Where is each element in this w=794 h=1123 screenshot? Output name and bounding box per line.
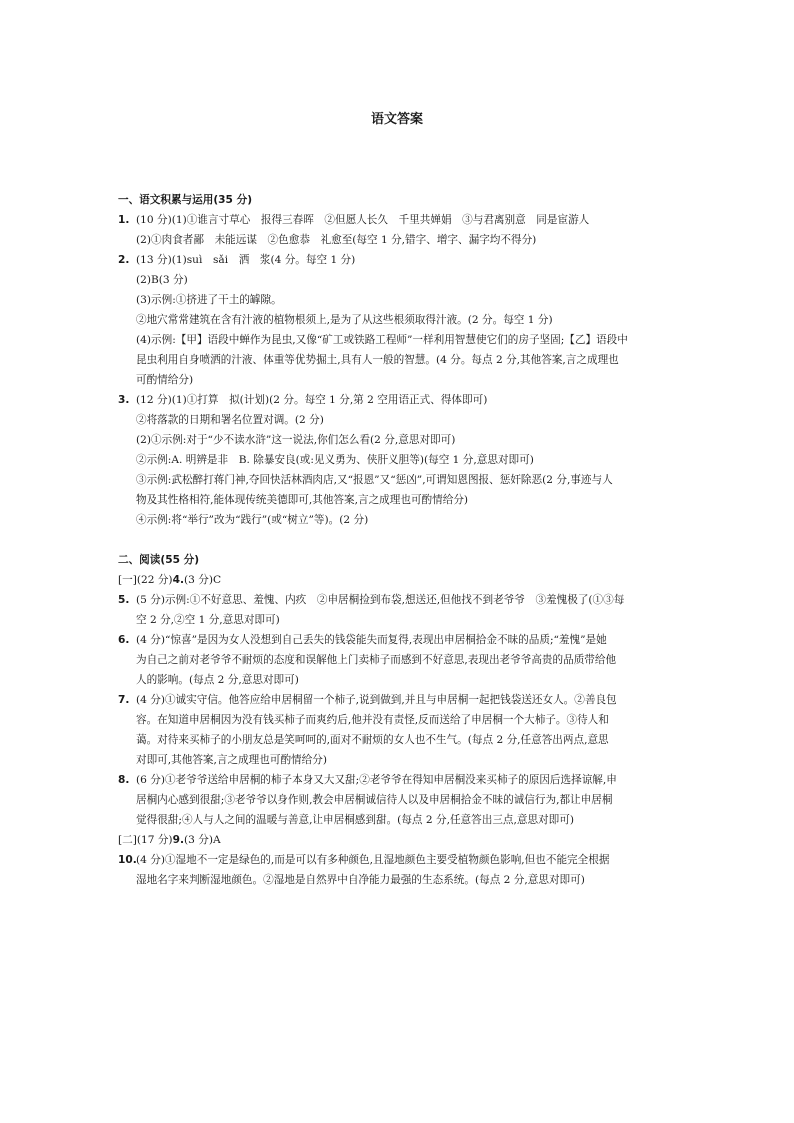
page-title: 语文答案 bbox=[370, 112, 423, 127]
question-6 bbox=[118, 630, 678, 690]
answer-line: (4 分)“惊喜”是因为女人没想到自己丢失的钱袋能失而复得,表现出申居桐拾金不昧的品质;“羞愧”是她 bbox=[136, 634, 607, 646]
answer-line: (4)示例:【甲】语段中蝉作为昆虫,又像“矿工或铁路工程师”一样利用智慧使它们的房子坚固;【乙】语段中 bbox=[136, 334, 628, 346]
answer-line: 居桐内心感到很甜;③老爷爷以身作则,教会申居桐诚信待人以及申居桐拾金不昧的诚信行为,都让申居桐 bbox=[136, 794, 613, 806]
answer-line: (12 分)(1)①打算 拟(计划)(2 分。每空 1 分,第 2 空用语正式、得体即可) bbox=[136, 394, 488, 406]
question-1 bbox=[118, 210, 678, 250]
answer-line: ④示例:将“举行”改为“践行”(或“树立”等)。(2 分) bbox=[136, 514, 369, 526]
question-number: 10. bbox=[118, 854, 137, 866]
answer-line: (2)①肉食者鄙 未能远谋 ②色愈恭 礼愈至(每空 1 分,错字、增字、漏字均不得分) bbox=[136, 234, 537, 246]
answer-line: (2)①示例:对于“少不读水浒”这一说法,你们怎么看(2 分,意思对即可) bbox=[136, 434, 456, 446]
question-3 bbox=[118, 390, 678, 530]
question-number: 6. bbox=[118, 634, 130, 646]
answer-line: (13 分)(1)suì sǎi 洒 浆(4 分。每空 1 分) bbox=[136, 254, 356, 266]
question-number: 2. bbox=[118, 254, 130, 266]
answer-line: ②示例:A. 明辨是非 B. 除暴安良(或:见义勇为、侠肝义胆等)(每空 1 分,意思对即可) bbox=[136, 454, 534, 466]
answer-line: 容。在知道申居桐因为没有钱买柿子而爽约后,他并没有责怪,反而送给了申居桐一个大柿子。③待人和 bbox=[136, 714, 609, 726]
answer-line: (4 分)①诚实守信。他答应给申居桐留一个柿子,说到做到,并且与申居桐一起把钱袋送还女人。②善良包 bbox=[136, 694, 617, 706]
answer-line: 人的影响。(每点 2 分,意思对即可) bbox=[136, 674, 299, 686]
question-10 bbox=[118, 850, 678, 890]
question-7 bbox=[118, 690, 678, 770]
answer-line: (3)示例:①挤进了干土的罅隙。 bbox=[136, 294, 282, 306]
question-5 bbox=[118, 590, 678, 630]
answer-line: 蔼。对待来买柿子的小朋友总是笑呵呵的,面对不耐烦的女人也不生气。(每点 2 分,任意答出两点,意思 bbox=[136, 734, 609, 746]
question-number: 3. bbox=[118, 394, 130, 406]
answer-line: ③示例:武松醉打蒋门神,夺回快活林酒肉店,又“报恩”又“惩凶”,可谓知恩图报、惩奸除恶(2 分,事迹与人 bbox=[136, 474, 613, 486]
answer-line: (4 分)①湿地不一定是绿色的,而是可以有多种颜色,且湿地颜色主要受植物颜色影响,但也不能完全根据 bbox=[136, 854, 610, 866]
answer-line: (6 分)①老爷爷送给申居桐的柿子本身又大又甜;②老爷爷在得知申居桐没来买柿子的原因后选择谅解,申 bbox=[136, 774, 617, 786]
answer-line: 为自己之前对老爷爷不耐烦的态度和误解他上门卖柿子而感到不好意思,表现出老爷爷高贵的品质带给他 bbox=[136, 654, 617, 666]
answer-line: ②地穴常常建筑在含有汁液的植物根须上,是为了从这些根须取得汁液。(2 分。每空 1 分) bbox=[136, 314, 553, 326]
answer-line: 可酌情给分) bbox=[136, 374, 194, 386]
answer-line: 湿地名字来判断湿地颜色。②湿地是自然界中自净能力最强的生态系统。(每点 2 分,意思对即可) bbox=[136, 874, 585, 886]
answer-line: ②将落款的日期和署名位置对调。(2 分) bbox=[136, 414, 324, 426]
answer-content bbox=[118, 190, 678, 890]
question-number: 1. bbox=[118, 214, 130, 226]
question-8 bbox=[118, 770, 678, 830]
section-heading-2: 二、阅读(55 分) bbox=[118, 554, 200, 566]
answer-line: (5 分)示例:①不好意思、羞愧、内疚 ②申居桐捡到布袋,想送还,但他找不到老爷爷 ③羞愧极了(①③每 bbox=[136, 594, 625, 606]
question-number: 9. bbox=[172, 834, 184, 846]
part-label: [一](22 分) bbox=[118, 574, 173, 586]
answer-line: 物及其性格相符,能体现传统美德即可,其他答案,言之成理也可酌情给分) bbox=[136, 494, 469, 506]
answer-line: 对即可,其他答案,言之成理也可酌情给分) bbox=[136, 754, 327, 766]
answer-line: (2)B(3 分) bbox=[136, 274, 188, 286]
section-heading-1: 一、语文积累与运用(35 分) bbox=[118, 194, 253, 206]
question-number: 8. bbox=[118, 774, 130, 786]
answer-line: 觉得很甜;④人与人之间的温暖与善意,让申居桐感到甜。(每点 2 分,任意答出三点,意思对即可) bbox=[136, 814, 574, 826]
question-number: 4. bbox=[172, 574, 184, 586]
part-label: [二](17 分) bbox=[118, 834, 173, 846]
reading-part-2 bbox=[118, 830, 678, 850]
answer-line: (3 分)C bbox=[183, 574, 222, 586]
question-2 bbox=[118, 250, 678, 390]
reading-part-1 bbox=[118, 570, 678, 590]
answer-line: 空 2 分,②空 1 分,意思对即可) bbox=[136, 614, 280, 626]
question-number: 5. bbox=[118, 594, 130, 606]
answer-line: 昆虫利用自身喷洒的汁液、体重等优势掘土,具有人一般的智慧。(4 分。每点 2 分,其他答案,言之成理也 bbox=[136, 354, 619, 366]
answer-line: (10 分)(1)①谁言寸草心 报得三春晖 ②但愿人长久 千里共婵娟 ③与君离别意 同是宦游人 bbox=[136, 214, 590, 226]
question-number: 7. bbox=[118, 694, 130, 706]
answer-line: (3 分)A bbox=[183, 834, 221, 846]
